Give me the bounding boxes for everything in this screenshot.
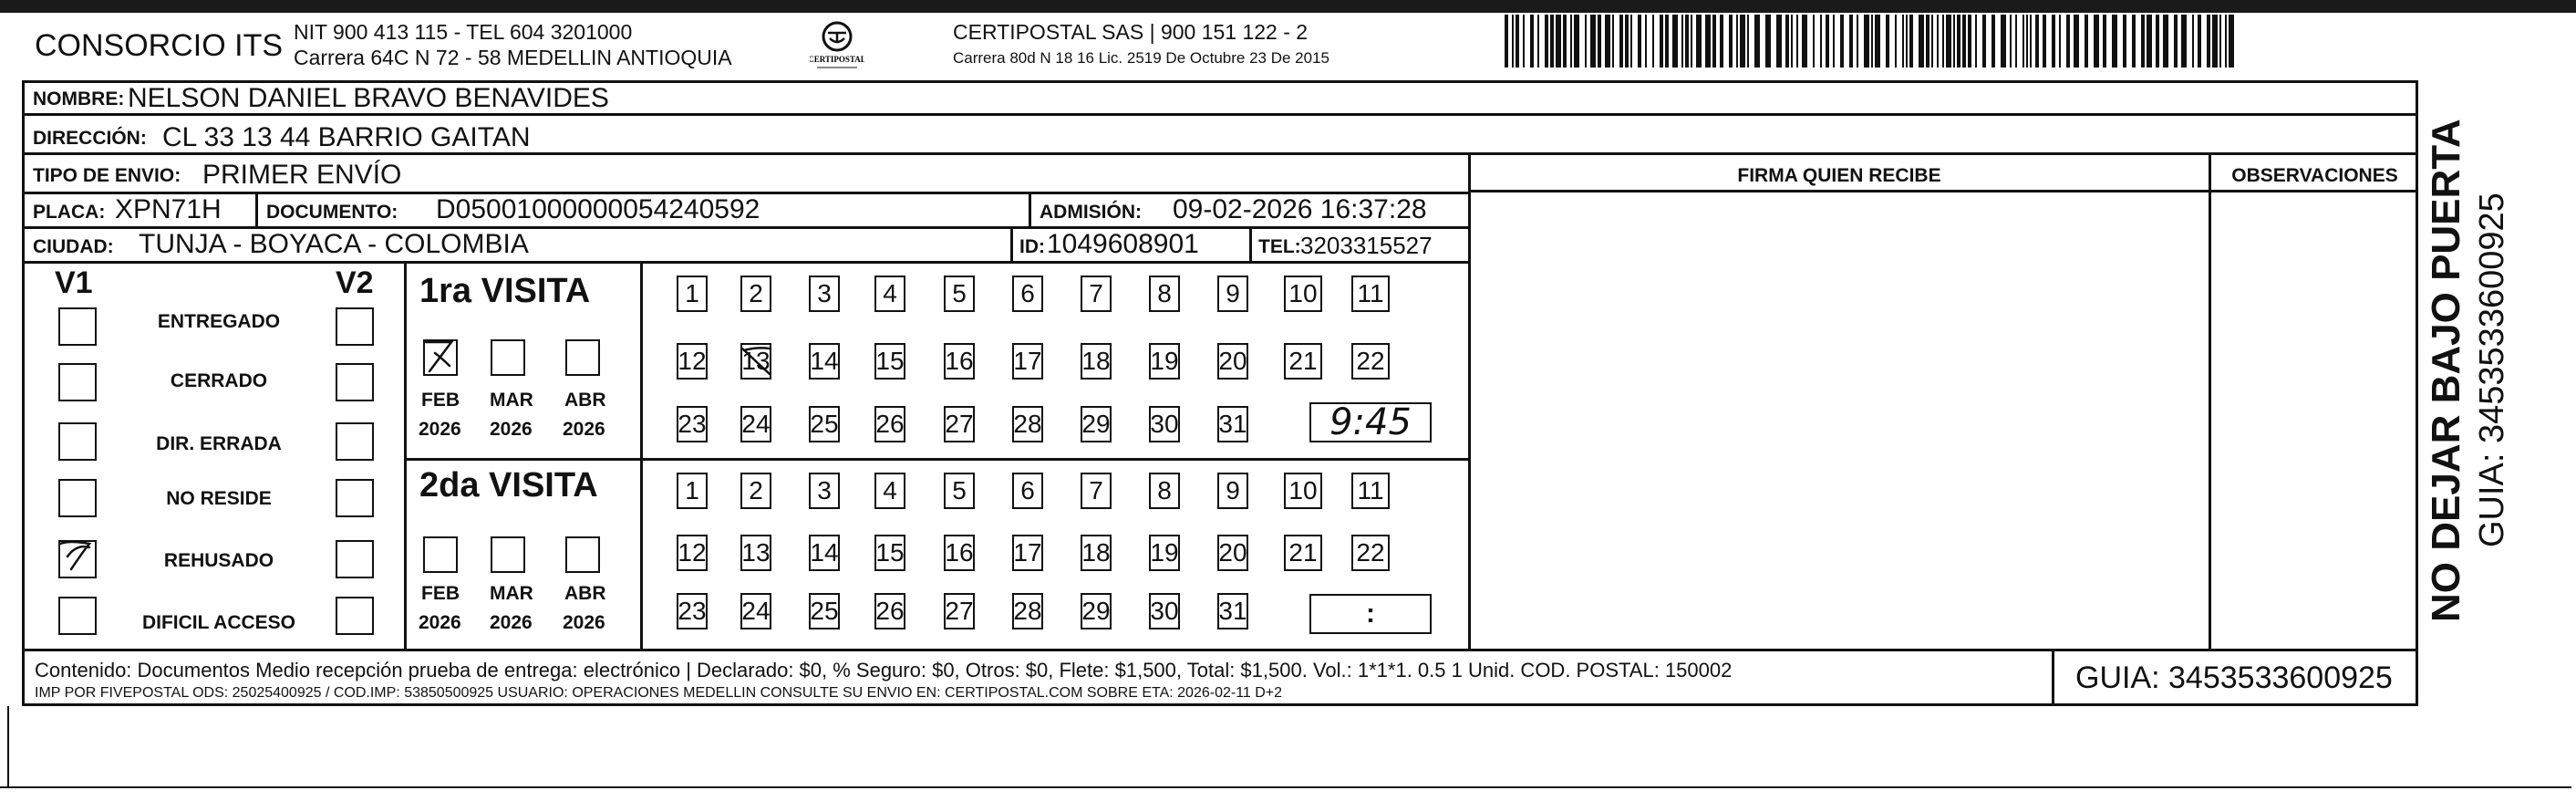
visit1-day-6[interactable]: 6: [1012, 276, 1043, 312]
visit2-day-16[interactable]: 16: [944, 535, 975, 571]
admision-label: ADMISIÓN:: [1040, 202, 1142, 223]
visit2-day-2[interactable]: 2: [740, 473, 771, 509]
status-cerrado: CERRADO: [170, 370, 268, 391]
visit2-day-4[interactable]: 4: [874, 473, 905, 509]
visit2-day-21[interactable]: 21: [1284, 535, 1322, 571]
visit1-month-abr: ABR: [564, 390, 606, 411]
side-warning: NO DEJAR BAJO PUERTA: [2424, 119, 2468, 622]
visit2-day-30[interactable]: 30: [1149, 593, 1180, 629]
visit1-day-30[interactable]: 30: [1149, 406, 1180, 442]
visit2-day-28[interactable]: 28: [1012, 593, 1043, 629]
barcode: [1505, 15, 2234, 68]
certipostal-line1: CERTIPOSTAL SAS | 900 151 122 - 2: [953, 20, 1309, 44]
v2-dificil-acceso-checkbox[interactable]: [336, 597, 374, 635]
nit-line: NIT 900 413 115 - TEL 604 3201000: [294, 20, 633, 44]
id-label: ID:: [1019, 236, 1045, 257]
nombre-value: NELSON DANIEL BRAVO BENAVIDES: [128, 83, 609, 113]
visit1-title: 1ra VISITA: [419, 272, 591, 310]
visit2-year-feb: 2026: [419, 612, 461, 633]
visit1-day-21[interactable]: 21: [1284, 343, 1322, 380]
placa-label: PLACA:: [33, 202, 106, 223]
v1-dificil-acceso-checkbox[interactable]: [58, 597, 97, 635]
visit2-time-box[interactable]: :: [1309, 594, 1432, 634]
tipo-value: PRIMER ENVÍO: [202, 160, 402, 190]
certipostal-logo: [810, 18, 864, 71]
visit1-day-28[interactable]: 28: [1012, 406, 1043, 442]
visit2-day-5[interactable]: 5: [944, 473, 975, 509]
visit2-day-13[interactable]: 13: [740, 535, 771, 571]
status-dir-errada: DIR. ERRADA: [156, 433, 282, 454]
visit2-day-12[interactable]: 12: [677, 535, 708, 571]
side-guia: GUIA: 3453533600925: [2473, 192, 2511, 547]
id-value: 1049608901: [1047, 229, 1199, 259]
direccion-value: CL 33 13 44 BARRIO GAITAN: [162, 122, 531, 152]
v2-label: V2: [336, 265, 374, 300]
v2-dir-errada-checkbox[interactable]: [336, 422, 374, 461]
documento-label: DOCUMENTO:: [266, 202, 398, 223]
imp-line: IMP POR FIVEPOSTAL ODS: 25025400925 / COD.IMP: 53850500925 USUARIO: OPERACIONES MEDELLIN CONSULTE SU ENVIO EN: CERTIPOSTAL.COM SOBRE ETA: 2026-02-11 D+2: [35, 685, 1283, 701]
visit2-month-mar-box[interactable]: [491, 536, 525, 573]
visit2-day-15[interactable]: 15: [874, 535, 905, 571]
visit2-month-abr: ABR: [564, 583, 606, 604]
visit1-day-24[interactable]: 24: [740, 406, 771, 442]
visit2-day-9[interactable]: 9: [1217, 473, 1248, 509]
visit1-day-3[interactable]: 3: [809, 276, 840, 312]
status-no-reside: NO RESIDE: [166, 488, 272, 509]
visit2-day-8[interactable]: 8: [1149, 473, 1180, 509]
svg-text:CERTIPOSTAL: CERTIPOSTAL: [810, 55, 864, 64]
tipo-label: TIPO DE ENVIO:: [33, 165, 181, 186]
status-rehusado: REHUSADO: [163, 550, 274, 571]
visit1-day-1[interactable]: 1: [677, 276, 708, 312]
visit1-day-4[interactable]: 4: [874, 276, 905, 312]
status-entregado: ENTREGADO: [157, 311, 281, 332]
visit2-day-18[interactable]: 18: [1081, 535, 1112, 571]
visit1-day-5[interactable]: 5: [944, 276, 975, 312]
contenido-line: Contenido: Documentos Medio recepción prueba de entrega: electrónico | Declarado: $0, % Seguro: $0, Otros: $0, Flete: $1,500, Total: $1,500. Vol.: 1*1*1. 0.5 1 Unid. COD. POSTAL: 150002: [35, 659, 1733, 681]
visit1-day-22[interactable]: 22: [1351, 343, 1390, 380]
visit1-year-abr: 2026: [563, 419, 605, 440]
visit1-day-10[interactable]: 10: [1284, 276, 1322, 312]
visit2-year-abr: 2026: [563, 612, 605, 633]
v1-cerrado-checkbox[interactable]: [58, 363, 97, 401]
visit1-month-abr-box[interactable]: [565, 339, 600, 376]
v2-rehusado-checkbox[interactable]: [336, 540, 374, 578]
visit2-day-1[interactable]: 1: [677, 473, 708, 509]
visit2-month-mar: MAR: [490, 583, 533, 604]
left-edge: [7, 706, 9, 788]
tel-label: TEL:: [1258, 236, 1301, 257]
visit1-day-11[interactable]: 11: [1351, 276, 1390, 312]
visit1-day-9[interactable]: 9: [1217, 276, 1248, 312]
visit1-day-15[interactable]: 15: [874, 343, 905, 380]
visit2-day-7[interactable]: 7: [1081, 473, 1112, 509]
visit2-day-14[interactable]: 14: [809, 535, 840, 571]
visit2-day-29[interactable]: 29: [1081, 593, 1112, 629]
visit2-day-6[interactable]: 6: [1012, 473, 1043, 509]
ciudad-value: TUNJA - BOYACA - COLOMBIA: [139, 229, 529, 259]
visit1-day-7[interactable]: 7: [1081, 276, 1112, 312]
v2-no-reside-checkbox[interactable]: [336, 479, 374, 517]
visit1-day-18[interactable]: 18: [1081, 343, 1112, 380]
visit2-day-23[interactable]: 23: [677, 593, 708, 629]
visit1-day-27[interactable]: 27: [944, 406, 975, 442]
visit2-day-26[interactable]: 26: [874, 593, 905, 629]
visit1-time-box[interactable]: 9:45: [1309, 402, 1432, 442]
visit2-day-19[interactable]: 19: [1149, 535, 1180, 571]
handwritten-check-icon: [58, 536, 95, 573]
admision-value: 09-02-2026 16:37:28: [1173, 194, 1427, 224]
v2-cerrado-checkbox[interactable]: [336, 363, 374, 401]
visit2-day-24[interactable]: 24: [740, 593, 771, 629]
nombre-label: NOMBRE:: [33, 88, 125, 109]
visit1-day-29[interactable]: 29: [1081, 406, 1112, 442]
visit2-year-mar: 2026: [490, 612, 533, 633]
visit2-day-20[interactable]: 20: [1217, 535, 1248, 571]
visit1-day-19[interactable]: 19: [1149, 343, 1180, 380]
handwritten-check-icon: [422, 338, 457, 375]
firma-header: FIRMA QUIEN RECIBE: [1737, 165, 1941, 186]
visit1-day-26[interactable]: 26: [874, 406, 905, 442]
visit2-month-feb-box[interactable]: [423, 536, 458, 573]
company-name: CONSORCIO ITS: [35, 28, 284, 63]
status-dificil-acceso: DIFICIL ACCESO: [141, 612, 295, 633]
visit2-month-abr-box[interactable]: [565, 536, 600, 573]
visit2-day-22[interactable]: 22: [1351, 535, 1390, 571]
visit1-day-25[interactable]: 25: [809, 406, 840, 442]
visit1-day-17[interactable]: 17: [1012, 343, 1043, 380]
visit1-day-8[interactable]: 8: [1149, 276, 1180, 312]
visit2-day-31[interactable]: 31: [1217, 593, 1248, 629]
visit1-month-mar-box[interactable]: [491, 339, 525, 376]
v2-entregado-checkbox[interactable]: [336, 307, 374, 346]
visit2-title: 2da VISITA: [419, 466, 598, 505]
visit1-month-feb-box[interactable]: [423, 339, 458, 376]
visit1-day-31[interactable]: 31: [1217, 406, 1248, 442]
direccion-label: DIRECCIÓN:: [33, 128, 147, 149]
handwritten-cross-icon: [739, 343, 775, 380]
ciudad-label: CIUDAD:: [33, 236, 114, 257]
v1-entregado-checkbox[interactable]: [58, 307, 97, 346]
visit1-month-feb: FEB: [421, 390, 460, 411]
visit1-day-2[interactable]: 2: [740, 276, 771, 312]
visit1-day-20[interactable]: 20: [1217, 343, 1248, 380]
visit2-month-feb: FEB: [421, 583, 460, 604]
visit2-day-10[interactable]: 10: [1284, 473, 1322, 509]
visit1-day-12[interactable]: 12: [677, 343, 708, 380]
footer-guia: GUIA: 3453533600925: [2075, 661, 2393, 695]
v1-rehusado-checkbox[interactable]: [58, 540, 97, 578]
visit2-day-25[interactable]: 25: [809, 593, 840, 629]
visit1-month-mar: MAR: [490, 390, 533, 411]
visit1-day-13[interactable]: 13: [740, 343, 771, 380]
v1-label: V1: [55, 265, 93, 300]
certipostal-line2: Carrera 80d N 18 16 Lic. 2519 De Octubre 23 De 2015: [953, 49, 1329, 67]
address-line: Carrera 64C N 72 - 58 MEDELLIN ANTIOQUIA: [294, 46, 732, 69]
v1-dir-errada-checkbox[interactable]: [58, 422, 97, 461]
documento-value: D05001000000054240592: [436, 194, 760, 224]
visit1-day-14[interactable]: 14: [809, 343, 840, 380]
tel-value: 3203315527: [1300, 232, 1433, 259]
visit2-day-27[interactable]: 27: [944, 593, 975, 629]
v1-no-reside-checkbox[interactable]: [58, 479, 97, 517]
visit2-day-17[interactable]: 17: [1012, 535, 1043, 571]
visit2-day-3[interactable]: 3: [809, 473, 840, 509]
visit1-year-feb: 2026: [419, 419, 461, 440]
placa-value: XPN71H: [115, 194, 222, 224]
visit1-year-mar: 2026: [490, 419, 533, 440]
observaciones-header: OBSERVACIONES: [2231, 165, 2398, 186]
visit2-day-11[interactable]: 11: [1351, 473, 1390, 509]
visit1-day-23[interactable]: 23: [677, 406, 708, 442]
top-border: [0, 0, 2576, 13]
visit1-day-16[interactable]: 16: [944, 343, 975, 380]
bottom-edge: [0, 786, 2571, 788]
